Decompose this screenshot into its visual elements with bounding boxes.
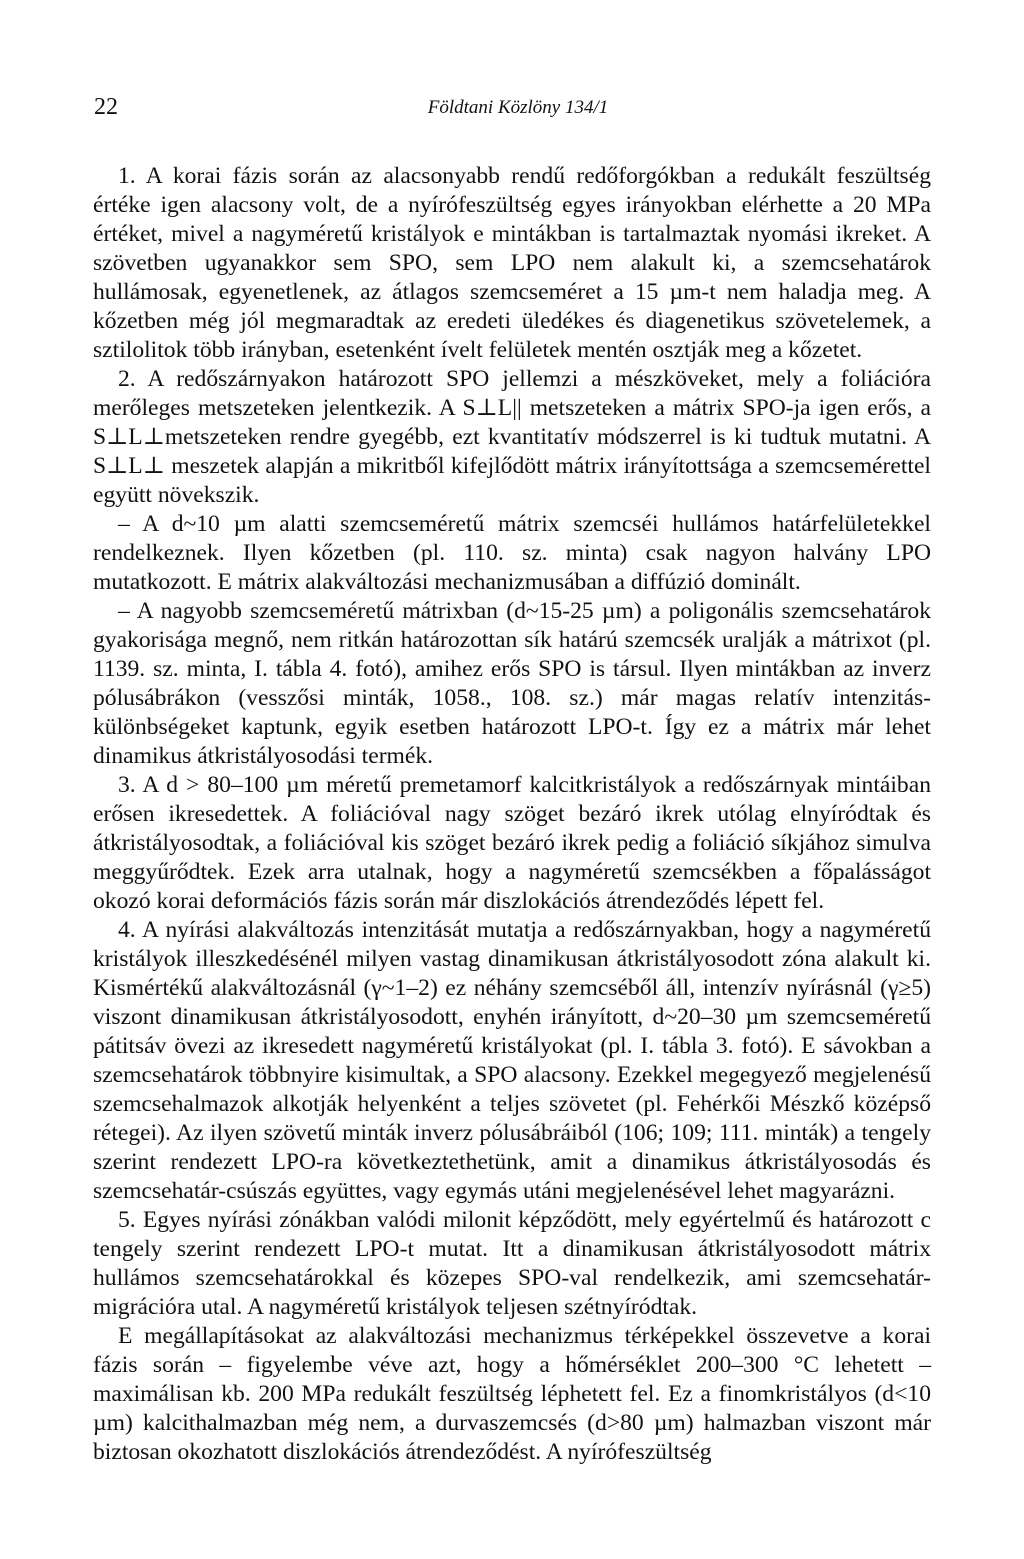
paragraph-2: 2. A redőszárnyakon határozott SPO jellemzi a mészköveket, mely a foliációra merőleges metszeteken jelentkezik. A S⊥L|| metszeteken a mátrix SPO-ja igen erős, a S⊥L⊥metszeteken rendre gyegébb, ezt kvantitatív módszerrel is ki tudtuk mutatni. A S⊥L⊥ meszetek alapján a mikritből kifejlődött mátrix irányítottsága a szemcsemérettel együtt növekszik.	[93, 366, 931, 508]
paragraph-6: 4. A nyírási alakváltozás intenzitását mutatja a redőszárnyakban, hogy a nagyméretű kristályok illeszkedésénél milyen vastag dinamikusan átkristályosodott zóna alakult ki. Kismértékű alakváltozásnál (γ~1–2) ez néhány szemcséből áll, intenzív nyírásnál (γ≥5) viszont dinamikusan átkristályosodott, enyhén irányított, d~20–30 µm szemcseméretű pátitsáv övezi az ikresedett nagyméretű kristályokat (pl. I. tábla 3. fotó). E sávokban a szemcsehatárok többnyire kisimultak, a SPO alacsony. Ezekkel megegyező megjelenésű szemcsehalmazok alkotják helyenként a teljes szövetet (pl. Fehérkői Mészkő középső rétegei). Az ilyen szövetű minták inverz pólusábráiból (106; 109; 111. minták) a tengely szerint rendezett LPO-ra következtethetünk, amit a dinamikus átkristályosodás és szemcsehatár-csúszás együttes, vagy egymás utáni megjelenésével lehet magyarázni.	[93, 917, 931, 1204]
paragraph-4: – A nagyobb szemcseméretű mátrixban (d~15-25 µm) a poligonális szemcsehatárok gyakorisága megnő, nem ritkán határozottan sík határú szemcsék uralják a mátrixot (pl. 1139. sz. minta, I. tábla 4. fotó), amihez erős SPO is társul. Ilyen mintákban az inverz pólusábrákon (vesszősi minták, 1058., 108. sz.) már magas relatív intenzitás-különbségeket kaptunk, egyik esetben határozott LPO-t. Így ez a mátrix már lehet dinamikus átkristályosodási termék.	[93, 598, 931, 769]
page-number: 22	[94, 94, 118, 120]
journal-running-head: Földtani Közlöny 134/1	[427, 97, 609, 118]
paragraph-3: – A d~10 µm alatti szemcseméretű mátrix szemcséi hullámos határfelületekkel rendelkeznek. Ilyen kőzetben (pl. 110. sz. minta) csak nagyon halvány LPO mutatkozott. E mátrix alakváltozási mechanizmusában a diffúzió dominált.	[93, 511, 931, 595]
paragraph-8: E megállapításokat az alakváltozási mechanizmus térképekkel összevetve a korai fázis során – figyelembe véve azt, hogy a hőmérséklet 200–300 °C lehetett – maximálisan kb. 200 MPa redukált feszültség léphetett fel. Ez a finomkristályos (d<10 µm) kalcithalmazban még nem, a durvaszemcsés (d>80 µm) halmazban viszont már biztosan okozhatott diszlokációs átrendeződést. A nyírófeszültség	[93, 1323, 931, 1465]
paragraph-1: 1. A korai fázis során az alacsonyabb rendű redőforgókban a redukált feszültség értéke igen alacsony volt, de a nyírófeszültség egyes irányokban elérhette a 20 MPa értéket, mivel a nagyméretű kristályok e mintákban is tartalmaztak nyomási ikreket. A szövetben ugyanakkor sem SPO, sem LPO nem alakult ki, a szemcsehatárok hullámosak, egyenetlenek, az átlagos szemcseméret a 15 µm-t nem haladja meg. A kőzetben még jól megmaradtak az eredeti üledékes és diagenetikus szövetelemek, a sztilolitok több irányban, esetenként ívelt felületek mentén osztják meg a kőzetet.	[93, 163, 931, 363]
body-text	[93, 162, 931, 1467]
paragraph-5: 3. A d > 80–100 µm méretű premetamorf kalcitkristályok a redőszárnyak mintáiban erősen ikresedettek. A foliációval nagy szöget bezáró ikrek utólag elnyíródtak és átkristályosodtak, a foliációval kis szöget bezáró ikrek pedig a foliáció síkjához simulva meggyűrődtek. Ezek arra utalnak, hogy a nagyméretű szemcsékben a főpalásságot okozó korai deformációs fázis során már diszlokációs átrendeződés lépett fel.	[93, 772, 931, 914]
paragraph-7: 5. Egyes nyírási zónákban valódi milonit képződött, mely egyértelmű és határozott c tengely szerint rendezett LPO-t mutat. Itt a dinamikusan átkristályosodott mátrix hullámos szemcsehatárokkal és közepes SPO-val rendelkezik, ami szemcsehatár-migrációra utal. A nagyméretű kristályok teljesen szétnyíródtak.	[93, 1207, 931, 1320]
